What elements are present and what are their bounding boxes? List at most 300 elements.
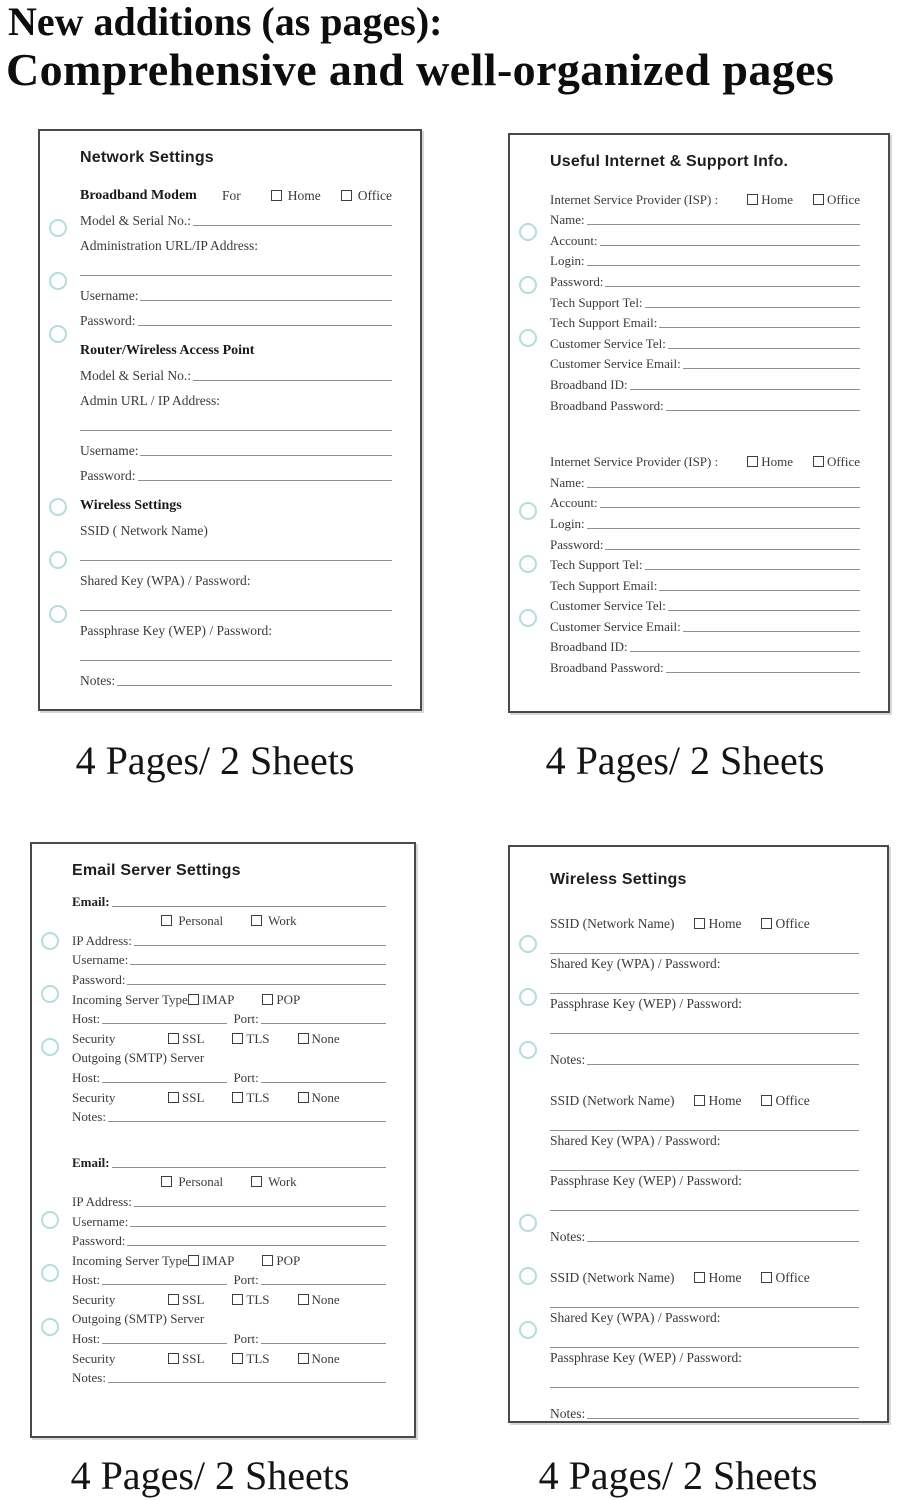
field-underline bbox=[117, 684, 392, 686]
checkbox-label: Home bbox=[761, 454, 794, 470]
form-row bbox=[80, 589, 392, 614]
field-label: Notes: bbox=[72, 1370, 106, 1386]
form-row bbox=[72, 1086, 386, 1106]
form-row bbox=[72, 1047, 386, 1067]
form-row bbox=[72, 1008, 386, 1028]
checkbox-label: None bbox=[311, 1030, 340, 1046]
form-row bbox=[550, 470, 860, 491]
field-underline bbox=[587, 1417, 859, 1419]
checkbox bbox=[761, 1093, 809, 1109]
checkbox-label: SSL bbox=[182, 1291, 205, 1307]
checkbox-icon bbox=[747, 456, 758, 467]
field-underline bbox=[600, 244, 860, 246]
field-label: Email: bbox=[72, 1154, 110, 1170]
field-label: SSID (Network Name) bbox=[550, 916, 675, 931]
field-label: Admin URL / IP Address: bbox=[80, 393, 221, 408]
checkbox bbox=[232, 1351, 269, 1367]
checkbox bbox=[747, 192, 793, 208]
panel-network-settings-body bbox=[40, 131, 420, 709]
panel-title: Network Settings bbox=[80, 149, 214, 166]
form-row bbox=[550, 1245, 859, 1261]
checkbox bbox=[813, 454, 860, 470]
checkbox-group bbox=[694, 1093, 809, 1109]
checkbox-icon bbox=[161, 915, 172, 926]
form-row bbox=[80, 229, 392, 254]
checkbox-icon bbox=[232, 1294, 243, 1305]
form-row bbox=[80, 204, 392, 229]
field-label: Customer Service Tel: bbox=[550, 598, 666, 614]
checkbox bbox=[168, 1292, 204, 1308]
field-label: Port: bbox=[233, 1272, 259, 1288]
panel-network-settings bbox=[38, 129, 422, 711]
form-row bbox=[550, 491, 860, 512]
checkbox bbox=[262, 1253, 300, 1269]
binder-hole-icon bbox=[49, 219, 67, 237]
field-underline bbox=[112, 1166, 386, 1168]
blank-underline bbox=[80, 609, 392, 611]
form-row bbox=[550, 1068, 859, 1084]
field-label: Passphrase Key (WEP) / Password: bbox=[80, 623, 272, 638]
field-underline bbox=[193, 224, 392, 226]
checkbox bbox=[168, 1090, 204, 1106]
checkbox-icon bbox=[271, 190, 282, 201]
field-label: Broadband Password: bbox=[550, 660, 664, 676]
checkbox-label: Work bbox=[268, 1174, 297, 1190]
form-row bbox=[550, 614, 860, 635]
field-label: Username: bbox=[72, 952, 129, 968]
checkbox-label: Personal bbox=[178, 1174, 224, 1190]
field-underline bbox=[261, 1081, 386, 1083]
form-row bbox=[72, 1125, 386, 1151]
field-underline bbox=[134, 944, 386, 946]
form-row bbox=[550, 1174, 859, 1189]
form-row bbox=[72, 1151, 386, 1171]
form-row bbox=[72, 1347, 386, 1367]
form-row bbox=[550, 1261, 859, 1286]
field-label: Model & Serial No.: bbox=[80, 368, 191, 383]
caption-bottom-right: 4 Pages/ 2 Sheets bbox=[538, 1453, 818, 1498]
field-label: IP Address: bbox=[72, 932, 132, 948]
checkbox-label: TLS bbox=[246, 1291, 270, 1307]
form-row bbox=[550, 290, 860, 311]
field-underline bbox=[130, 963, 386, 965]
form-row bbox=[550, 1220, 859, 1245]
field-underline bbox=[127, 983, 386, 985]
checkbox-icon bbox=[694, 1272, 705, 1283]
field-label: Notes: bbox=[72, 1109, 106, 1125]
field-underline bbox=[668, 609, 860, 611]
checkbox bbox=[161, 1174, 223, 1190]
form-row bbox=[80, 179, 392, 204]
checkbox-label: Home bbox=[708, 916, 742, 931]
form-row bbox=[72, 1027, 386, 1047]
field-label: Account: bbox=[550, 495, 598, 511]
blank-underline bbox=[550, 1306, 859, 1308]
checkbox-label: Home bbox=[708, 1093, 742, 1108]
binder-hole-icon bbox=[49, 272, 67, 290]
field-underline bbox=[587, 223, 860, 225]
form-row bbox=[550, 331, 860, 352]
binder-hole-icon bbox=[519, 988, 537, 1006]
binder-hole-icon bbox=[49, 498, 67, 516]
panel-wireless-settings-body bbox=[510, 847, 887, 1421]
checkbox bbox=[251, 913, 297, 929]
field-underline bbox=[587, 527, 860, 529]
field-underline bbox=[630, 388, 860, 390]
field-underline bbox=[666, 409, 860, 411]
form-row bbox=[550, 187, 860, 208]
field-label: Incoming Server Type bbox=[72, 991, 188, 1007]
checkbox-label: Office bbox=[357, 188, 392, 203]
checkbox-label: Office bbox=[775, 916, 810, 931]
field-label: Password: bbox=[72, 1233, 126, 1249]
checkbox bbox=[232, 1031, 269, 1047]
field-label: Name: bbox=[550, 212, 585, 228]
panel-email-server-settings bbox=[30, 842, 416, 1438]
form-row bbox=[72, 929, 386, 949]
checkbox-icon bbox=[298, 1092, 309, 1103]
checkbox-group bbox=[168, 1031, 340, 1047]
checkbox bbox=[694, 1093, 741, 1109]
checkbox-label: None bbox=[311, 1350, 340, 1366]
field-label: Username: bbox=[80, 443, 139, 458]
form-row bbox=[72, 1249, 386, 1269]
field-label: Tech Support Tel: bbox=[550, 294, 643, 310]
field-label: Account: bbox=[550, 232, 598, 248]
field-label: Broadband ID: bbox=[550, 639, 628, 655]
binder-hole-icon bbox=[519, 502, 537, 520]
checkbox-icon bbox=[813, 194, 824, 205]
field-label: Port: bbox=[233, 1011, 259, 1027]
field-label: Host: bbox=[72, 1011, 101, 1027]
form-row bbox=[550, 511, 860, 532]
checkbox-label: IMAP bbox=[201, 991, 235, 1007]
field-label: Host: bbox=[72, 1069, 101, 1085]
checkbox-group bbox=[188, 1253, 300, 1269]
checkbox bbox=[298, 1090, 340, 1106]
panel-email-server-settings-body bbox=[32, 844, 414, 1436]
form-row bbox=[72, 988, 386, 1008]
field-underline bbox=[140, 299, 392, 301]
field-label: Security bbox=[72, 1350, 116, 1366]
field-underline bbox=[630, 650, 860, 652]
form-row bbox=[550, 957, 859, 972]
form-row bbox=[550, 635, 860, 656]
blank-underline bbox=[80, 429, 392, 431]
binder-hole-icon bbox=[41, 1318, 59, 1336]
field-label: Customer Service Email: bbox=[550, 356, 681, 372]
field-label: Shared Key (WPA) / Password: bbox=[550, 956, 721, 971]
binder-hole-icon bbox=[519, 276, 537, 294]
field-label: Broadband Password: bbox=[550, 397, 664, 413]
checkbox-group bbox=[168, 1090, 340, 1106]
checkbox-icon bbox=[298, 1294, 309, 1305]
checkbox-icon bbox=[232, 1092, 243, 1103]
field-underline bbox=[102, 1283, 227, 1285]
checkbox-group bbox=[168, 1292, 340, 1308]
binder-hole-icon bbox=[519, 329, 537, 347]
form-row bbox=[550, 1189, 859, 1214]
form-row bbox=[550, 1043, 859, 1068]
checkbox-icon bbox=[747, 194, 758, 205]
checkbox-label: Home bbox=[708, 1270, 742, 1285]
field-underline bbox=[108, 1120, 386, 1122]
form-row bbox=[550, 372, 860, 393]
field-label: Port: bbox=[233, 1069, 259, 1085]
checkbox-group bbox=[161, 913, 296, 929]
form-row bbox=[72, 910, 386, 930]
field-label: Customer Service Tel: bbox=[550, 335, 666, 351]
form-row bbox=[550, 1084, 859, 1109]
form-row bbox=[550, 1311, 859, 1326]
field-label: Passphrase Key (WEP) / Password: bbox=[550, 996, 742, 1011]
blank-underline bbox=[550, 992, 859, 994]
section-label: Wireless Settings bbox=[80, 498, 182, 513]
checkbox bbox=[341, 188, 392, 204]
checkbox bbox=[161, 913, 223, 929]
field-underline bbox=[600, 506, 860, 508]
binder-hole-icon bbox=[519, 609, 537, 627]
checkbox-label: Work bbox=[268, 913, 297, 929]
form-row bbox=[80, 459, 392, 484]
binder-hole-icon bbox=[49, 605, 67, 623]
caption-top-right: 4 Pages/ 2 Sheets bbox=[545, 738, 825, 783]
field-label: Outgoing (SMTP) Server bbox=[72, 1311, 205, 1327]
field-label: Username: bbox=[80, 288, 139, 303]
checkbox bbox=[232, 1292, 269, 1308]
field-label: Model & Serial No.: bbox=[80, 213, 191, 228]
checkbox-icon bbox=[694, 918, 705, 929]
field-underline bbox=[668, 347, 860, 349]
checkbox-group bbox=[747, 454, 860, 470]
field-label: SSID (Network Name) bbox=[550, 1270, 675, 1285]
field-label: Internet Service Provider (ISP) : bbox=[550, 454, 719, 470]
form-row bbox=[72, 1308, 386, 1328]
checkbox-icon bbox=[168, 1353, 179, 1364]
form-row bbox=[550, 573, 860, 594]
binder-hole-icon bbox=[41, 985, 59, 1003]
field-label: Tech Support Tel: bbox=[550, 557, 643, 573]
field-underline bbox=[261, 1022, 386, 1024]
form-row bbox=[72, 1066, 386, 1086]
form-row bbox=[550, 1397, 859, 1421]
field-underline bbox=[645, 568, 860, 570]
form-row bbox=[80, 409, 392, 434]
checkbox-icon bbox=[298, 1033, 309, 1044]
form-row bbox=[550, 532, 860, 553]
checkbox-label: SSL bbox=[182, 1350, 205, 1366]
binder-hole-icon bbox=[519, 223, 537, 241]
blank-underline bbox=[550, 1386, 859, 1388]
checkbox-label: Office bbox=[775, 1270, 810, 1285]
field-underline bbox=[193, 379, 392, 381]
field-label: Customer Service Email: bbox=[550, 618, 681, 634]
checkbox-icon bbox=[168, 1294, 179, 1305]
form-row bbox=[550, 972, 859, 997]
field-label: Password: bbox=[550, 273, 604, 289]
binder-hole-icon bbox=[519, 935, 537, 953]
section-label: Router/Wireless Access Point bbox=[80, 343, 255, 358]
field-label: Administration URL/IP Address: bbox=[80, 238, 258, 253]
form-row bbox=[550, 1351, 859, 1366]
form-row bbox=[550, 1326, 859, 1351]
caption-top-left: 4 Pages/ 2 Sheets bbox=[75, 738, 355, 783]
checkbox-group bbox=[188, 992, 300, 1008]
checkbox-label: Office bbox=[827, 454, 860, 470]
field-underline bbox=[587, 264, 860, 266]
field-label: Host: bbox=[72, 1272, 101, 1288]
checkbox-group bbox=[694, 1270, 809, 1286]
field-underline bbox=[102, 1022, 227, 1024]
field-label: Notes: bbox=[80, 673, 116, 688]
checkbox-label: SSL bbox=[182, 1030, 205, 1046]
form-row bbox=[80, 279, 392, 304]
binder-hole-icon bbox=[519, 1321, 537, 1339]
field-label: SSID ( Network Name) bbox=[80, 523, 208, 538]
panel-internet-support-info bbox=[508, 133, 890, 713]
form-row bbox=[80, 539, 392, 564]
field-label: Shared Key (WPA) / Password: bbox=[80, 573, 251, 588]
binder-hole-icon bbox=[519, 1214, 537, 1232]
field-label: Internet Service Provider (ISP) : bbox=[550, 191, 719, 207]
checkbox-icon bbox=[298, 1353, 309, 1364]
blank-underline bbox=[550, 1346, 859, 1348]
checkbox-label: Personal bbox=[178, 913, 224, 929]
form-row bbox=[550, 228, 860, 249]
checkbox-icon bbox=[694, 1095, 705, 1106]
binder-hole-icon bbox=[519, 1041, 537, 1059]
binder-hole-icon bbox=[41, 932, 59, 950]
checkbox-label: Office bbox=[775, 1093, 810, 1108]
binder-hole-icon bbox=[41, 1211, 59, 1229]
field-label: Password: bbox=[80, 468, 136, 483]
checkbox-label: IMAP bbox=[201, 1252, 235, 1268]
field-label: Notes: bbox=[550, 1229, 586, 1244]
blank-underline bbox=[550, 1129, 859, 1131]
form-row bbox=[550, 450, 860, 471]
checkbox-label: Home bbox=[287, 188, 321, 203]
field-underline bbox=[108, 1381, 386, 1383]
field-underline bbox=[261, 1283, 386, 1285]
form-row bbox=[550, 932, 859, 957]
checkbox-icon bbox=[168, 1092, 179, 1103]
checkbox-icon bbox=[761, 1095, 772, 1106]
field-label: Login: bbox=[550, 515, 585, 531]
checkbox bbox=[813, 192, 860, 208]
field-label: Shared Key (WPA) / Password: bbox=[550, 1310, 721, 1325]
field-underline bbox=[659, 589, 860, 591]
field-label: Passphrase Key (WEP) / Password: bbox=[550, 1173, 742, 1188]
checkbox-icon bbox=[168, 1033, 179, 1044]
panel-internet-support-info-body bbox=[510, 135, 888, 711]
binder-hole-icon bbox=[519, 1267, 537, 1285]
form-row bbox=[550, 594, 860, 615]
checkbox bbox=[168, 1351, 204, 1367]
checkbox-label: Office bbox=[827, 191, 860, 207]
field-label: Tech Support Email: bbox=[550, 577, 658, 593]
field-underline bbox=[587, 1063, 859, 1065]
field-underline bbox=[102, 1342, 227, 1344]
form-row bbox=[550, 249, 860, 270]
field-underline bbox=[127, 1244, 386, 1246]
checkbox-label: TLS bbox=[246, 1089, 270, 1105]
field-label: Notes: bbox=[550, 1052, 586, 1067]
section-label: Broadband Modem bbox=[80, 188, 197, 203]
checkbox-label: SSL bbox=[182, 1089, 205, 1105]
form-row bbox=[80, 564, 392, 589]
field-label: Shared Key (WPA) / Password: bbox=[550, 1133, 721, 1148]
checkbox-icon bbox=[761, 918, 772, 929]
field-underline bbox=[587, 1240, 859, 1242]
form-row bbox=[80, 384, 392, 409]
checkbox bbox=[761, 1270, 809, 1286]
checkbox-label: None bbox=[311, 1291, 340, 1307]
checkbox bbox=[188, 992, 235, 1008]
field-underline bbox=[605, 285, 860, 287]
checkbox bbox=[747, 454, 793, 470]
form-row bbox=[80, 614, 392, 639]
field-underline bbox=[261, 1342, 386, 1344]
checkbox-label: None bbox=[311, 1089, 340, 1105]
checkbox-group bbox=[222, 188, 392, 204]
form-row bbox=[72, 1230, 386, 1250]
checkbox bbox=[168, 1031, 204, 1047]
checkbox-label: Home bbox=[761, 191, 794, 207]
form-row bbox=[72, 1190, 386, 1210]
field-underline bbox=[659, 326, 860, 328]
field-label: Password: bbox=[80, 313, 136, 328]
checkbox-group bbox=[694, 916, 809, 932]
field-underline bbox=[112, 905, 386, 907]
form-row bbox=[72, 1269, 386, 1289]
checkbox bbox=[188, 1253, 235, 1269]
panel-title: Email Server Settings bbox=[72, 862, 241, 879]
checkbox bbox=[271, 188, 321, 204]
checkbox-label: POP bbox=[276, 1252, 301, 1268]
checkbox-group-prefix: For bbox=[222, 188, 241, 203]
checkbox-icon bbox=[232, 1033, 243, 1044]
checkbox bbox=[694, 916, 741, 932]
blank-underline bbox=[80, 659, 392, 661]
form-row bbox=[550, 269, 860, 290]
checkbox-icon bbox=[188, 1255, 199, 1266]
panel-title: Wireless Settings bbox=[550, 871, 687, 888]
checkbox-label: POP bbox=[276, 991, 301, 1007]
form-row bbox=[550, 414, 860, 450]
checkbox-icon bbox=[341, 190, 352, 201]
page-heading-line2: Comprehensive and well-organized pages bbox=[6, 44, 835, 95]
field-label: Passphrase Key (WEP) / Password: bbox=[550, 1350, 742, 1365]
panel-wireless-settings bbox=[508, 845, 889, 1423]
blank-underline bbox=[550, 952, 859, 954]
form-row bbox=[550, 1134, 859, 1149]
field-label: Password: bbox=[550, 536, 604, 552]
form-row bbox=[80, 489, 392, 514]
form-row bbox=[550, 1286, 859, 1311]
binder-hole-icon bbox=[41, 1264, 59, 1282]
binder-hole-icon bbox=[519, 555, 537, 573]
blank-underline bbox=[80, 274, 392, 276]
field-label: Outgoing (SMTP) Server bbox=[72, 1050, 205, 1066]
field-label: Login: bbox=[550, 253, 585, 269]
form-row bbox=[80, 334, 392, 359]
field-underline bbox=[587, 486, 860, 488]
binder-hole-icon bbox=[49, 325, 67, 343]
checkbox-icon bbox=[251, 1176, 262, 1187]
form-row bbox=[550, 1366, 859, 1391]
form-row bbox=[72, 1171, 386, 1191]
field-label: Email: bbox=[72, 893, 110, 909]
